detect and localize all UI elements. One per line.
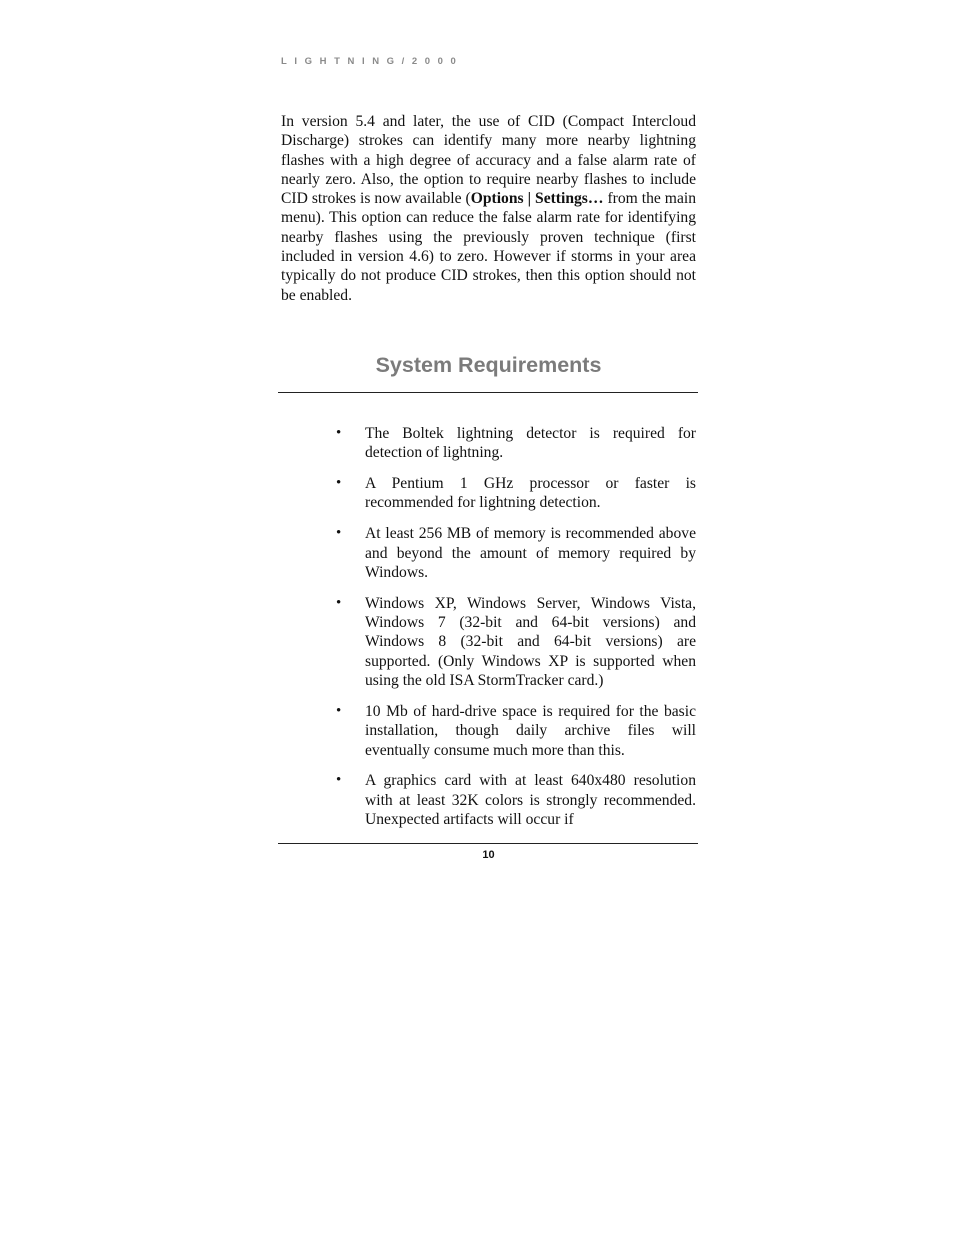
bullet-icon: • xyxy=(336,425,342,441)
bullet-icon: • xyxy=(336,475,342,492)
list-item xyxy=(330,524,696,582)
list-item xyxy=(330,424,696,463)
list-item xyxy=(330,702,696,760)
bullet-icon: • xyxy=(336,525,342,542)
footer-divider xyxy=(278,843,698,844)
intro-text-before-bold: In version 5.4 and later, the use of CID (Compact Intercloud Discharge) strokes can identify many more nearby lightning flashes with a high degree of accuracy and a false alarm rate of nearly zero. Also, the option to require nearby flashes to include CID strokes is now available ( xyxy=(281,113,696,208)
section-title: System Requirements xyxy=(375,353,602,377)
list-item-text: At least 256 MB of memory is recommended above and beyond the amount of memory required by Windows. xyxy=(365,525,696,581)
intro-paragraph xyxy=(281,112,696,305)
bullet-icon: • xyxy=(336,594,342,611)
list-item xyxy=(330,474,696,513)
intro-text-after-bold: from the main menu). This option can reduce the false alarm rate for identifying nearby flashes using the previously proven technique (first included in version 4.6) to zero. However if storms in your area typically do not produce CID strokes, then this option should not be enabled. xyxy=(281,190,696,304)
requirements-list xyxy=(330,424,696,841)
section-divider-top xyxy=(278,392,698,393)
list-item-text: A Pentium 1 GHz processor or faster is recommended for lightning detection. xyxy=(365,475,696,512)
list-item-text: 10 Mb of hard-drive space is required for the basic installation, though daily archive files will eventually consume much more than this. xyxy=(365,702,696,759)
list-item-text: Windows XP, Windows Server, Windows Vista, Windows 7 (32-bit and 64-bit versions) and Windows 8 (32-bit and 64-bit versions) are supported. (Only Windows XP is supported when using the old ISA StormTracker card.) xyxy=(365,594,696,690)
list-item-text: The Boltek lightning detector is required for detection of lightning. xyxy=(365,425,696,462)
bullet-icon: • xyxy=(336,702,342,719)
bullet-icon: • xyxy=(336,772,342,789)
menu-path-bold: Options | Settings… xyxy=(470,190,604,208)
list-item xyxy=(330,594,696,690)
page-number: 10 xyxy=(482,849,495,861)
list-item-text: A graphics card with at least 640x480 resolution with at least 32K colors is strongly recommended. Unexpected artifacts will occur if xyxy=(365,772,696,829)
list-item xyxy=(330,771,696,829)
running-header: LIGHTNING/2000 xyxy=(281,56,464,67)
